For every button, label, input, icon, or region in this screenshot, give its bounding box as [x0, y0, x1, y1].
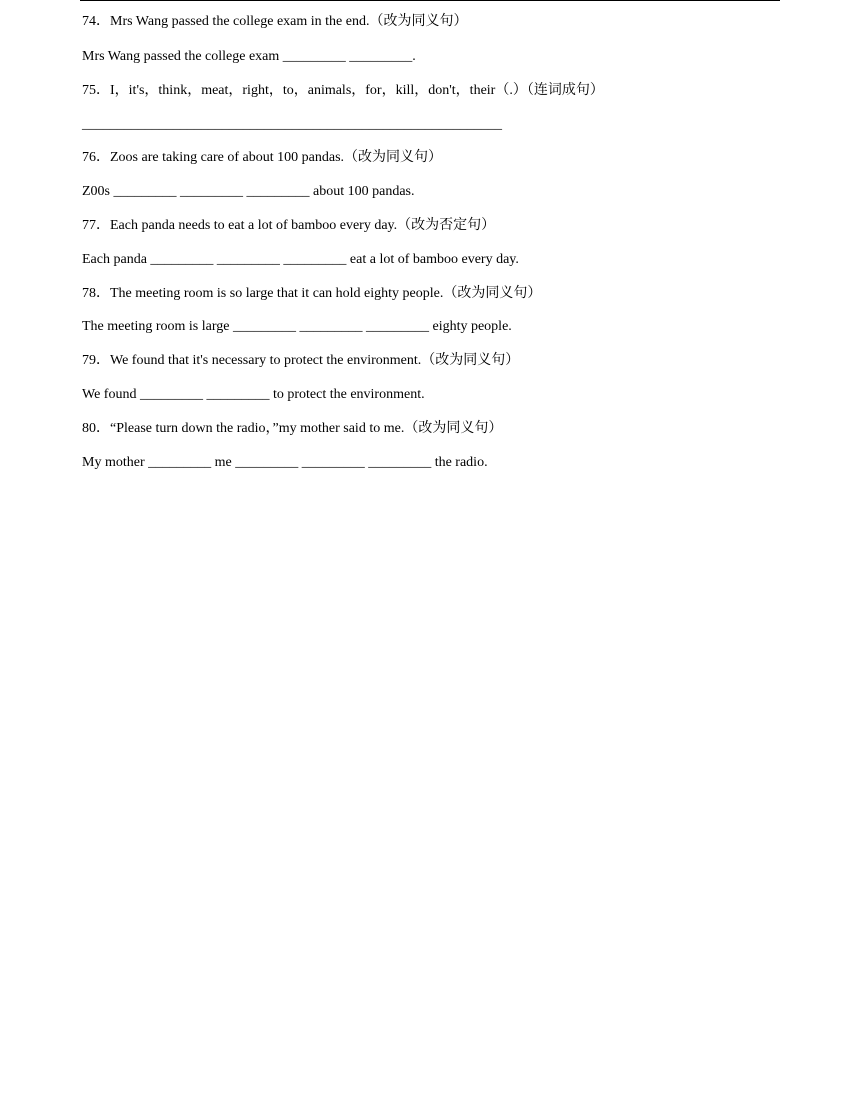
question-74-answer: Mrs Wang passed the college exam _________ _________. — [82, 49, 416, 64]
top-rule — [80, 0, 780, 1]
question-75-answer: ____________________________________________________________ — [82, 117, 502, 132]
question-74-prompt: 74．Mrs Wang passed the college exam in the end.（改为同义句） — [82, 14, 468, 29]
question-77-answer: Each panda _________ _________ _________ eat a lot of bamboo every day. — [82, 252, 519, 267]
question-77-prompt: 77．Each panda needs to eat a lot of bamboo every day.（改为否定句） — [82, 218, 496, 233]
question-80-prompt: 80．“Please turn down the radio，”my mother said to me.（改为同义句） — [82, 421, 503, 436]
question-76-prompt: 76．Zoos are taking care of about 100 pandas.（改为同义句） — [82, 150, 443, 165]
question-80-answer: My mother _________ me _________ _________ _________ the radio. — [82, 455, 488, 470]
question-75-prompt: 75．I，it's，think，meat，right，to，animals，for，kill，don't，their（.）（连词成句） — [82, 83, 604, 98]
question-79-prompt: 79．We found that it's necessary to protect the environment.（改为同义句） — [82, 353, 520, 368]
question-78-prompt: 78．The meeting room is so large that it can hold eighty people.（改为同义句） — [82, 286, 542, 301]
question-78-answer: The meeting room is large _________ _________ _________ eighty people. — [82, 319, 512, 334]
question-76-answer: Z00s _________ _________ _________ about 100 pandas. — [82, 184, 415, 199]
question-79-answer: We found _________ _________ to protect the environment. — [82, 387, 425, 402]
